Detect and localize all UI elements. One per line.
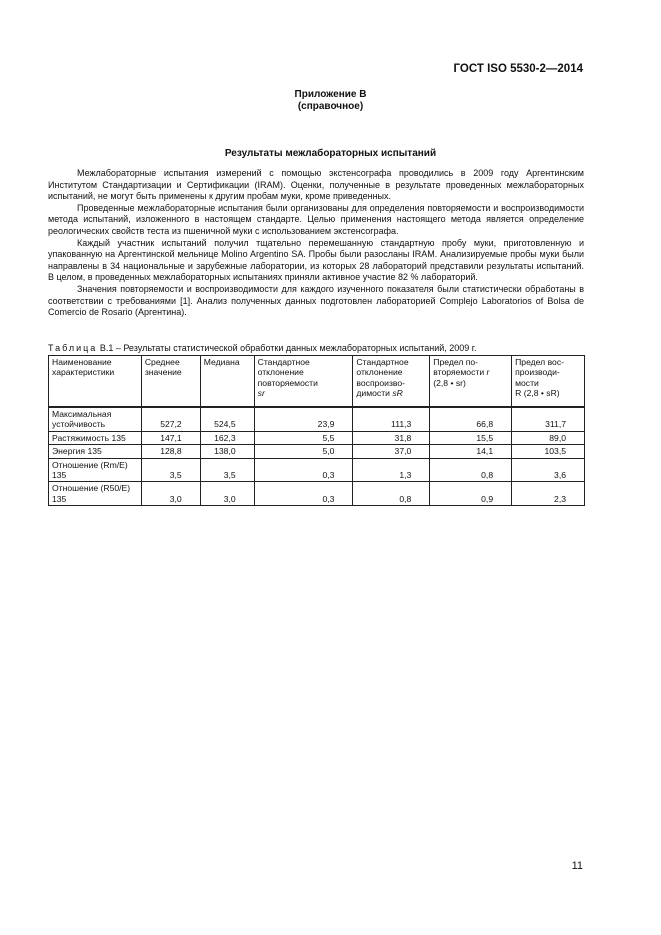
column-header: Предел вос-производи-мости R (2,8 • sR): [512, 356, 585, 408]
table-row: [49, 458, 585, 482]
symbol-sr: sr: [257, 388, 265, 399]
section-title: Результаты межлабораторных испытаний: [224, 148, 437, 159]
value-cell: 138,0: [200, 445, 254, 458]
value-cell: 0,3: [254, 458, 353, 482]
row-name-cell: Растяжимость 135: [49, 431, 142, 444]
annex-subtitle: (справочное): [297, 101, 364, 112]
table-row: [49, 407, 585, 431]
value-cell: 3,6: [512, 458, 585, 482]
value-cell: 0,3: [254, 482, 353, 506]
table-row: [49, 445, 585, 458]
value-cell: 311,7: [512, 407, 585, 431]
paragraph: Межлабораторные испытания измерений с помощью экстенсографа проводились в 2009 году Аргентинским Институтом Стандартизации и Сертификации (IRAM). Оценки, полученные в результате проведенных межлабораторных испытаний, не могут быть применены к другим пробам муки, кроме приведенных.: [48, 168, 584, 202]
value-cell: 128,8: [141, 445, 200, 458]
body-text: [48, 168, 584, 319]
column-header: Стандартное отклонение воспроизво-димости sR: [353, 356, 430, 408]
value-cell: 15,5: [430, 431, 512, 444]
value-cell: 147,1: [141, 431, 200, 444]
paragraph: Каждый участник испытаний получил тщательно перемешанную стандартную пробу муки, приготовленную и упакованную на Аргентинской мельнице Molino Argentino SA. Пробы были разосланы IRAM. Анализируемые пробы муки были направлены в 34 национальные и зарубежные лаборатории, из которых 28 лабораторий представили результаты испытаний. В целом, в проведенных межлабораторных испытаниях приняли активное участие 82 % лабораторий.: [48, 237, 584, 283]
value-cell: 31,8: [353, 431, 430, 444]
value-cell: 3,0: [200, 482, 254, 506]
symbol-sR: sR: [392, 388, 403, 399]
value-cell: 3,5: [141, 458, 200, 482]
annex-title: Приложение В: [294, 89, 367, 100]
document-code: ГОСТ ISO 5530-2—2014: [453, 63, 583, 75]
table-row: [49, 431, 585, 444]
symbol-r: r: [486, 367, 490, 378]
value-cell: 1,3: [353, 458, 430, 482]
table-caption: [48, 343, 608, 353]
value-cell: 5,5: [254, 431, 353, 444]
value-cell: 3,5: [200, 458, 254, 482]
value-cell: 0,8: [353, 482, 430, 506]
row-name-cell: Отношение (R50/E) 135: [49, 482, 142, 506]
page-number: 11: [571, 860, 583, 872]
value-cell: 162,3: [200, 431, 254, 444]
formula-r: (2,8 • sr): [433, 377, 466, 388]
row-name-cell: Отношение (Rm/E) 135: [49, 458, 142, 482]
row-name-cell: Максимальная устойчивость: [49, 407, 142, 431]
value-cell: 527,2: [141, 407, 200, 431]
value-cell: 103,5: [512, 445, 585, 458]
paragraph: Значения повторяемости и воспроизводимости для каждого изученного показателя были статистически обработаны в соответствии с требованиями [1]. Анализ полученных данных подготовлен лабораторией Complejo Laboratorios of Bolsa de Comercio de Rosario (Аргентина).: [48, 283, 584, 318]
table-row: [49, 482, 585, 506]
table-header-row: [49, 356, 585, 408]
paragraph: Проведенные межлабораторные испытания были организованы для определения повторяемости и воспроизводимости метода испытаний, изложенного в настоящем стандарте. Целью применения настоящего метода является определение реологических свойств теста из пшеничной муки с использованием экстенсографа.: [48, 202, 584, 236]
column-header: Медиана: [200, 356, 254, 408]
column-header: Наименование характеристики: [49, 356, 142, 408]
formula-R: R (2,8 • sR): [515, 388, 560, 399]
value-cell: 3,0: [141, 482, 200, 506]
value-cell: 5,0: [254, 445, 353, 458]
value-cell: 89,0: [512, 431, 585, 444]
value-cell: 37,0: [353, 445, 430, 458]
column-header: Предел по-вторяемости r (2,8 • sr): [430, 356, 512, 408]
value-cell: 2,3: [512, 482, 585, 506]
value-cell: 111,3: [353, 407, 430, 431]
column-header: Среднее значение: [141, 356, 200, 408]
row-name-cell: Энергия 135: [49, 445, 142, 458]
value-cell: 23,9: [254, 407, 353, 431]
table-caption-text: В.1 – Результаты статистической обработки данных межлабораторных испытаний, 2009 г.: [99, 343, 477, 353]
value-cell: 14,1: [430, 445, 512, 458]
annex-heading: [0, 89, 661, 113]
value-cell: 524,5: [200, 407, 254, 431]
table-caption-word: Таблица: [48, 343, 98, 353]
column-header: Стандартное отклонение повторяемости sr: [254, 356, 353, 408]
value-cell: 0,9: [430, 482, 512, 506]
value-cell: 0,8: [430, 458, 512, 482]
results-table: [48, 355, 585, 506]
value-cell: 66,8: [430, 407, 512, 431]
